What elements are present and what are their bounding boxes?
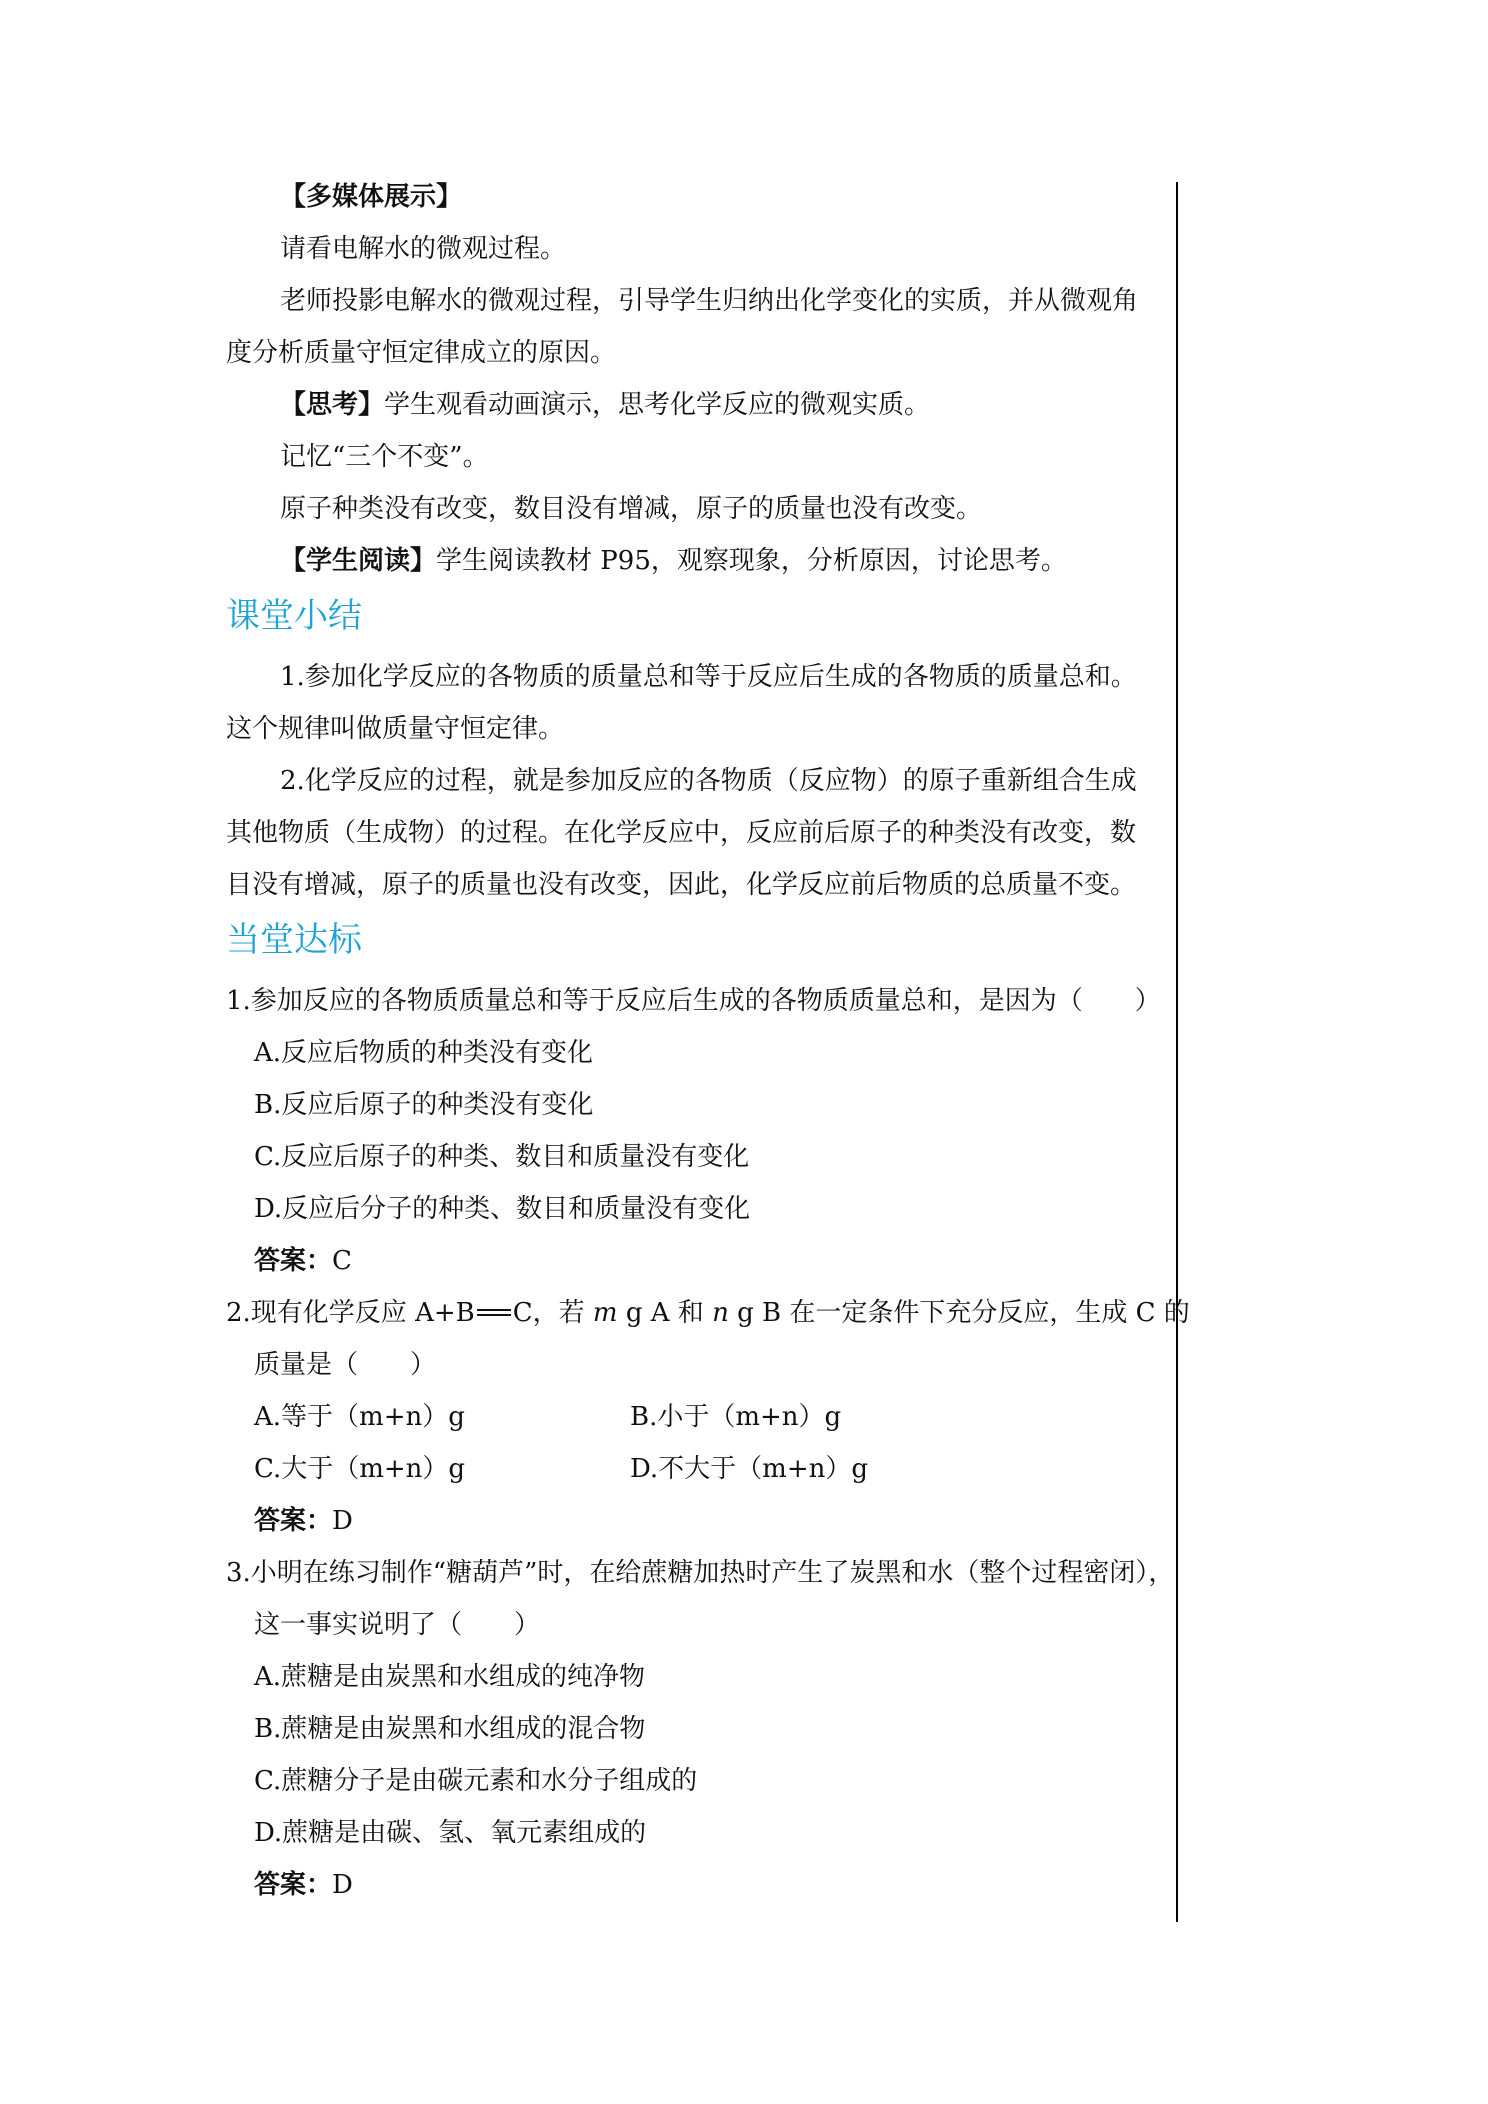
paragraph: 2.化学反应的过程，就是参加反应的各物质（反应物）的原子重新组合生成 bbox=[280, 766, 1137, 796]
stem-part: C，若 bbox=[512, 1298, 593, 1328]
read-label: 【学生阅读】 bbox=[280, 546, 437, 576]
answer-value: D bbox=[332, 1870, 353, 1900]
option: C.反应后原子的种类、数目和质量没有变化 bbox=[254, 1142, 750, 1172]
answer bbox=[254, 1868, 353, 1902]
question-stem: 3.小明在练习制作“糖葫芦”时，在给蔗糖加热时产生了炭黑和水（整个过程密闭）， bbox=[226, 1558, 1175, 1588]
think-paragraph bbox=[280, 388, 930, 422]
answer-value: C bbox=[332, 1246, 352, 1276]
option: B.小于（m+n）g bbox=[630, 1402, 842, 1432]
option: D.不大于（m+n）g bbox=[630, 1454, 869, 1484]
answer bbox=[254, 1244, 352, 1278]
answer-label: 答案： bbox=[254, 1870, 333, 1900]
option: C.蔗糖分子是由碳元素和水分子组成的 bbox=[254, 1766, 698, 1796]
paragraph: 记忆“三个不变”。 bbox=[280, 442, 489, 472]
variable-n: n bbox=[712, 1298, 729, 1328]
question-stem-cont: 质量是（ ） bbox=[254, 1350, 437, 1380]
paragraph: 这个规律叫做质量守恒定律。 bbox=[226, 714, 565, 744]
answer-label: 答案： bbox=[254, 1246, 333, 1276]
answer-value: D bbox=[332, 1506, 353, 1536]
paragraph: 1.参加化学反应的各物质的质量总和等于反应后生成的各物质的质量总和。 bbox=[280, 662, 1137, 692]
variable-m: m bbox=[592, 1298, 618, 1328]
answer-label: 答案： bbox=[254, 1506, 333, 1536]
read-paragraph bbox=[280, 544, 1067, 578]
read-text: 学生阅读教材 P95，观察现象，分析原因，讨论思考。 bbox=[436, 546, 1067, 576]
option: D.反应后分子的种类、数目和质量没有变化 bbox=[254, 1194, 751, 1224]
stem-part: 2.现有化学反应 A+B bbox=[226, 1298, 475, 1328]
paragraph: 原子种类没有改变，数目没有增减，原子的质量也没有改变。 bbox=[280, 494, 983, 524]
question-stem-cont: 这一事实说明了（ ） bbox=[254, 1610, 541, 1640]
stem-part: g B 在一定条件下充分反应，生成 C 的 bbox=[728, 1298, 1190, 1328]
option: B.蔗糖是由炭黑和水组成的混合物 bbox=[254, 1714, 646, 1744]
reaction-equals-sign bbox=[477, 1309, 511, 1316]
option: D.蔗糖是由碳、氢、氧元素组成的 bbox=[254, 1818, 647, 1848]
paragraph: 度分析质量守恒定律成立的原因。 bbox=[226, 338, 617, 368]
option: B.反应后原子的种类没有变化 bbox=[254, 1090, 594, 1120]
option: A.等于（m+n）g bbox=[254, 1402, 465, 1432]
stem-part: g A 和 bbox=[617, 1298, 713, 1328]
summary-heading: 课堂小结 bbox=[226, 596, 362, 636]
paragraph: 其他物质（生成物）的过程。在化学反应中，反应前后原子的种类没有改变，数 bbox=[226, 818, 1137, 848]
paragraph: 请看电解水的微观过程。 bbox=[280, 234, 567, 264]
question-stem bbox=[226, 1296, 1190, 1330]
think-text: 学生观看动画演示，思考化学反应的微观实质。 bbox=[384, 390, 931, 420]
think-label: 【思考】 bbox=[280, 390, 385, 420]
exercise-heading: 当堂达标 bbox=[226, 920, 362, 960]
paragraph: 老师投影电解水的微观过程，引导学生归纳出化学变化的实质，并从微观角 bbox=[280, 286, 1139, 316]
option: A.蔗糖是由炭黑和水组成的纯净物 bbox=[254, 1662, 646, 1692]
answer bbox=[254, 1504, 353, 1538]
question-stem: 1.参加反应的各物质质量总和等于反应后生成的各物质质量总和，是因为（ ） bbox=[226, 986, 1161, 1016]
paragraph: 目没有增减，原子的质量也没有改变，因此，化学反应前后物质的总质量不变。 bbox=[226, 870, 1137, 900]
option: A.反应后物质的种类没有变化 bbox=[254, 1038, 594, 1068]
option: C.大于（m+n）g bbox=[254, 1454, 466, 1484]
multimedia-label: 【多媒体展示】 bbox=[280, 182, 463, 212]
